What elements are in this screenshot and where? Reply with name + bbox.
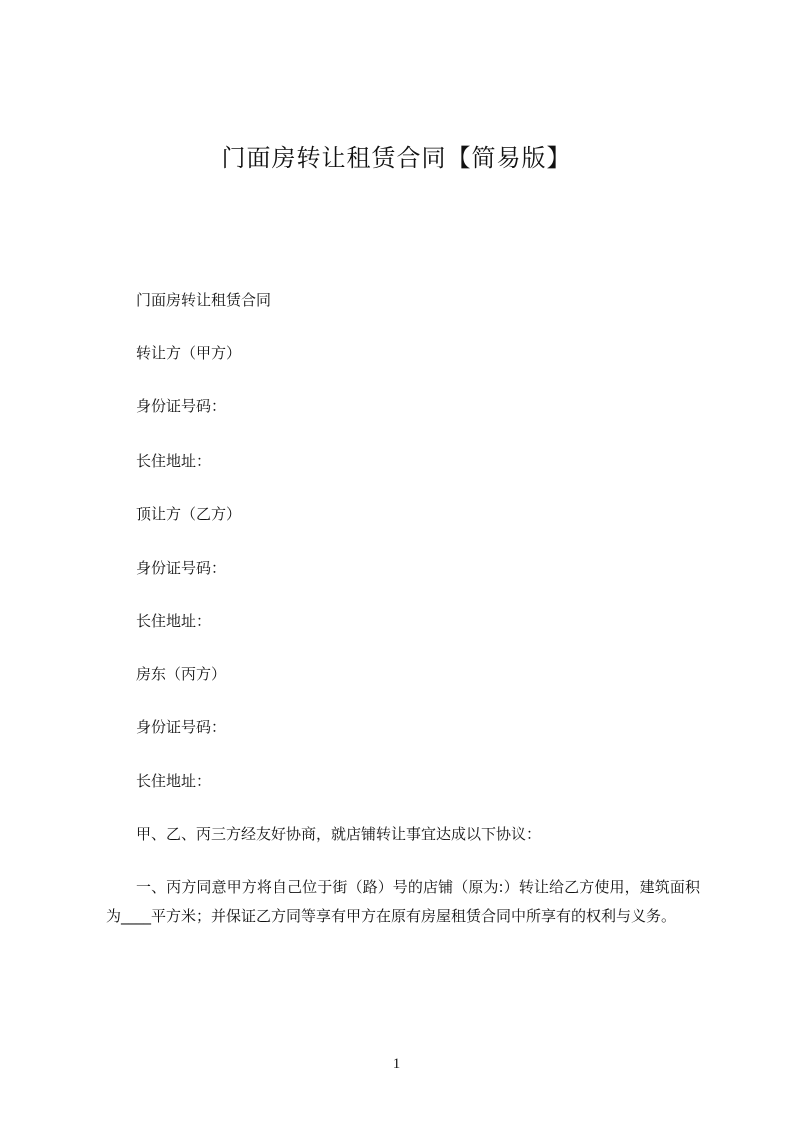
agreement-intro: 甲、乙、丙三方经友好协商，就店铺转让事宜达成以下协议：: [136, 825, 542, 843]
transferee-id-label: 身份证号码：: [136, 559, 227, 577]
landlord-id-label: 身份证号码：: [136, 718, 227, 736]
clause-1: 一、丙方同意甲方将自己位于街（路）号的店铺（原为:）转让给乙方使用，建筑面积为____平方米；并保证乙方同等享有甲方在原有房屋租赁合同中所享有的权利与义务。: [106, 878, 700, 925]
document-title: 门面房转让租赁合同【简易版】: [221, 144, 572, 172]
page-number: 1: [392, 1056, 401, 1072]
landlord-address-label: 长住地址：: [136, 772, 212, 790]
transferor-id-label: 身份证号码：: [136, 397, 227, 415]
contract-heading: 门面房转让租赁合同: [136, 291, 272, 309]
landlord-label: 房东（丙方）: [136, 665, 227, 683]
transferee-label: 顶让方（乙方）: [136, 505, 242, 523]
transferee-address-label: 长住地址：: [136, 612, 212, 630]
transferor-label: 转让方（甲方）: [136, 344, 242, 362]
transferor-address-label: 长住地址：: [136, 452, 212, 470]
